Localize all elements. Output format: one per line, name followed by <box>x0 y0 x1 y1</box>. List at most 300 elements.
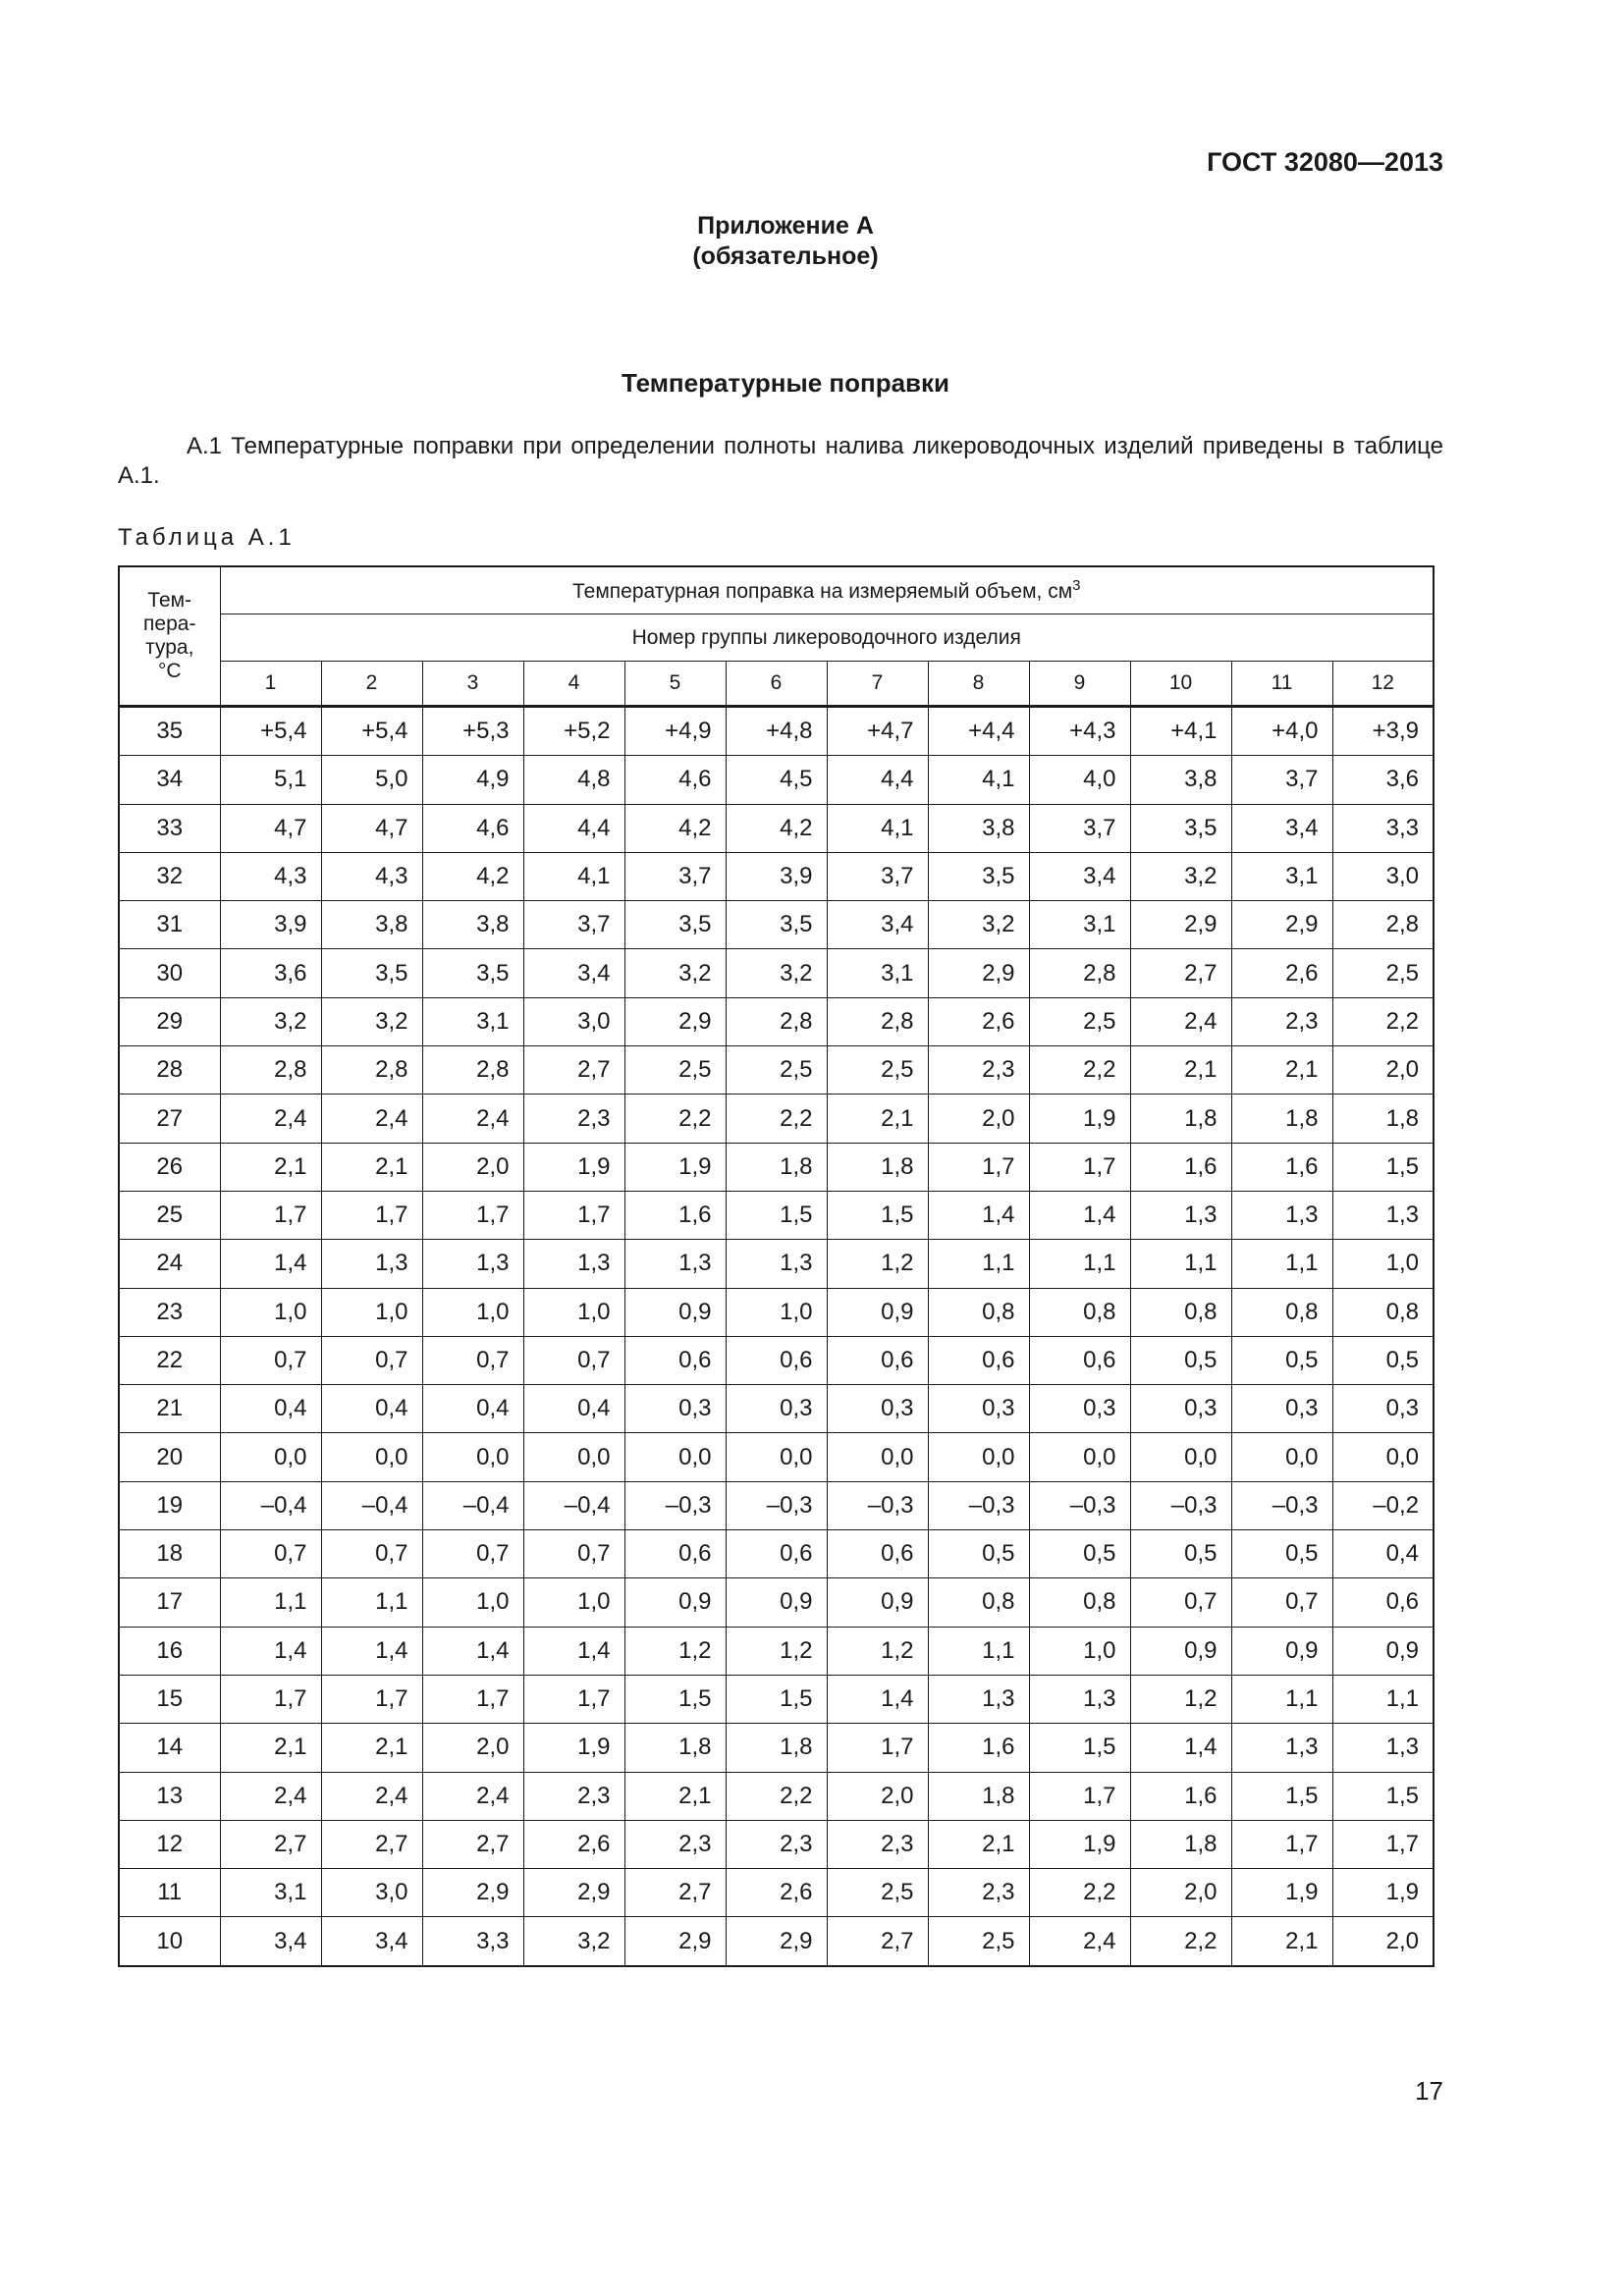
correction-value-cell: 1,3 <box>726 1240 827 1288</box>
correction-value-cell: 1,3 <box>928 1675 1029 1723</box>
correction-value-cell: 3,9 <box>726 852 827 900</box>
correction-value-cell: 2,8 <box>726 997 827 1045</box>
correction-value-cell: 1,7 <box>827 1724 928 1772</box>
correction-value-cell: 3,9 <box>220 901 321 949</box>
correction-value-cell: 2,5 <box>1029 997 1130 1045</box>
table-row <box>119 852 1434 900</box>
correction-value-cell: 2,6 <box>1231 949 1332 997</box>
correction-value-cell: 1,4 <box>220 1240 321 1288</box>
temperature-cell: 35 <box>119 707 220 756</box>
correction-value-cell: 2,4 <box>321 1772 422 1820</box>
correction-value-cell: 3,7 <box>1231 756 1332 804</box>
correction-value-cell: 2,2 <box>1130 1917 1231 1966</box>
correction-value-cell: 2,6 <box>523 1820 624 1868</box>
correction-value-cell: 1,1 <box>1231 1675 1332 1723</box>
temperature-cell: 17 <box>119 1578 220 1627</box>
correction-value-cell: 2,0 <box>1332 1917 1434 1966</box>
correction-value-cell: 3,2 <box>726 949 827 997</box>
correction-value-cell: –0,3 <box>827 1481 928 1529</box>
correction-value-cell: 0,8 <box>1029 1288 1130 1336</box>
correction-value-cell: 3,7 <box>827 852 928 900</box>
correction-value-cell: 2,4 <box>1029 1917 1130 1966</box>
table-row <box>119 1336 1434 1384</box>
correction-value-cell: 1,9 <box>1332 1869 1434 1917</box>
correction-value-cell: 0,9 <box>624 1578 726 1627</box>
correction-value-cell: 4,4 <box>827 756 928 804</box>
correction-value-cell: 1,1 <box>1231 1240 1332 1288</box>
correction-value-cell: 2,6 <box>928 997 1029 1045</box>
correction-value-cell: 2,9 <box>523 1869 624 1917</box>
correction-value-cell: 2,0 <box>1130 1869 1231 1917</box>
correction-value-cell: 1,1 <box>1130 1240 1231 1288</box>
correction-value-cell: 3,1 <box>1231 852 1332 900</box>
correction-value-cell: 1,4 <box>1029 1191 1130 1239</box>
correction-value-cell: 2,5 <box>827 1046 928 1095</box>
correction-value-cell: 3,2 <box>523 1917 624 1966</box>
correction-value-cell: 3,5 <box>624 901 726 949</box>
correction-value-cell: 4,3 <box>321 852 422 900</box>
table-row <box>119 901 1434 949</box>
correction-value-cell: 1,0 <box>523 1288 624 1336</box>
correction-value-cell: 1,3 <box>321 1240 422 1288</box>
page-number: 17 <box>1415 2076 1443 2106</box>
correction-value-cell: 1,4 <box>321 1627 422 1675</box>
correction-value-cell: 2,1 <box>1130 1046 1231 1095</box>
correction-value-cell: 2,2 <box>726 1772 827 1820</box>
correction-value-cell: 1,9 <box>1029 1095 1130 1143</box>
correction-value-cell: 0,3 <box>1231 1385 1332 1433</box>
correction-value-cell: 0,7 <box>523 1336 624 1384</box>
temperature-cell: 18 <box>119 1530 220 1578</box>
correction-value-cell: 1,2 <box>624 1627 726 1675</box>
correction-value-cell: 0,6 <box>624 1530 726 1578</box>
table-row <box>119 707 1434 756</box>
correction-value-cell: 3,0 <box>321 1869 422 1917</box>
correction-value-cell: 1,8 <box>1130 1095 1231 1143</box>
correction-value-cell: 3,1 <box>422 997 523 1045</box>
correction-value-cell: 1,7 <box>422 1675 523 1723</box>
correction-value-cell: 2,1 <box>827 1095 928 1143</box>
correction-value-cell: 1,3 <box>1029 1675 1130 1723</box>
correction-value-cell: 2,4 <box>422 1095 523 1143</box>
correction-value-cell: –0,3 <box>1130 1481 1231 1529</box>
table-row <box>119 1046 1434 1095</box>
correction-value-cell: –0,4 <box>422 1481 523 1529</box>
temperature-cell: 22 <box>119 1336 220 1384</box>
correction-value-cell: 4,2 <box>624 804 726 852</box>
correction-value-cell: 0,3 <box>726 1385 827 1433</box>
correction-value-cell: 2,0 <box>928 1095 1029 1143</box>
correction-value-cell: 0,5 <box>1130 1530 1231 1578</box>
correction-value-cell: 1,7 <box>1231 1820 1332 1868</box>
correction-value-cell: 1,3 <box>422 1240 523 1288</box>
correction-value-cell: 2,9 <box>624 997 726 1045</box>
correction-value-cell: 2,5 <box>1332 949 1434 997</box>
correction-value-cell: 2,1 <box>220 1143 321 1191</box>
correction-value-cell: 2,2 <box>1029 1869 1130 1917</box>
temperature-cell: 23 <box>119 1288 220 1336</box>
correction-value-cell: 2,2 <box>726 1095 827 1143</box>
temperature-cell: 26 <box>119 1143 220 1191</box>
table-row <box>119 1917 1434 1966</box>
correction-value-cell: –0,3 <box>1231 1481 1332 1529</box>
correction-value-cell: 0,7 <box>422 1530 523 1578</box>
correction-value-cell: 3,2 <box>321 997 422 1045</box>
correction-value-cell: 2,3 <box>523 1095 624 1143</box>
correction-value-cell: 1,5 <box>624 1675 726 1723</box>
group-number-cell: 12 <box>1332 662 1434 707</box>
correction-value-cell: 4,4 <box>523 804 624 852</box>
correction-value-cell: 1,7 <box>523 1191 624 1239</box>
correction-header-text: Температурная поправка на измеряемый объем, см <box>572 580 1073 603</box>
appendix-title: Приложение А <box>697 212 874 240</box>
correction-value-cell: 1,4 <box>523 1627 624 1675</box>
table-row <box>119 1675 1434 1723</box>
correction-value-cell: +4,9 <box>624 707 726 756</box>
table-row <box>119 1191 1434 1239</box>
correction-value-cell: 1,5 <box>1332 1772 1434 1820</box>
correction-value-cell: 3,2 <box>1130 852 1231 900</box>
correction-value-cell: 1,4 <box>220 1627 321 1675</box>
correction-value-cell: 4,5 <box>726 756 827 804</box>
correction-value-cell: –0,3 <box>1029 1481 1130 1529</box>
temperature-cell: 34 <box>119 756 220 804</box>
table-row <box>119 1578 1434 1627</box>
temperature-cell: 29 <box>119 997 220 1045</box>
correction-value-cell: 4,7 <box>220 804 321 852</box>
correction-value-cell: 2,4 <box>1130 997 1231 1045</box>
table-row <box>119 756 1434 804</box>
correction-value-cell: 2,1 <box>928 1820 1029 1868</box>
correction-value-cell: 4,1 <box>523 852 624 900</box>
correction-value-cell: 3,5 <box>726 901 827 949</box>
correction-value-cell: 0,3 <box>827 1385 928 1433</box>
correction-value-cell: 5,0 <box>321 756 422 804</box>
correction-value-cell: 3,8 <box>1130 756 1231 804</box>
correction-value-cell: 2,3 <box>1231 997 1332 1045</box>
correction-value-cell: 1,9 <box>1231 1869 1332 1917</box>
correction-value-cell: 0,6 <box>827 1336 928 1384</box>
correction-value-cell: 0,6 <box>827 1530 928 1578</box>
correction-value-cell: 1,9 <box>523 1143 624 1191</box>
group-number-cell: 1 <box>220 662 321 707</box>
correction-value-cell: 1,6 <box>624 1191 726 1239</box>
correction-value-cell: 0,7 <box>321 1336 422 1384</box>
correction-value-cell: 1,7 <box>220 1191 321 1239</box>
correction-value-cell: 2,1 <box>1231 1046 1332 1095</box>
correction-value-cell: 0,5 <box>1231 1530 1332 1578</box>
correction-value-cell: 1,7 <box>1332 1820 1434 1868</box>
correction-value-cell: 0,9 <box>624 1288 726 1336</box>
table-row <box>119 1772 1434 1820</box>
group-number-cell: 6 <box>726 662 827 707</box>
group-number-cell: 10 <box>1130 662 1231 707</box>
document-code: ГОСТ 32080—2013 <box>1207 147 1443 177</box>
correction-value-cell: 2,6 <box>726 1869 827 1917</box>
group-numbers-row <box>119 662 1434 707</box>
temperature-cell: 14 <box>119 1724 220 1772</box>
correction-value-cell: 0,3 <box>1130 1385 1231 1433</box>
correction-value-cell: 0,0 <box>422 1433 523 1481</box>
correction-value-cell: 2,0 <box>1332 1046 1434 1095</box>
group-number-cell: 3 <box>422 662 523 707</box>
correction-value-cell: 0,6 <box>928 1336 1029 1384</box>
correction-value-cell: 0,8 <box>928 1578 1029 1627</box>
correction-value-cell: 0,0 <box>220 1433 321 1481</box>
correction-value-cell: 4,7 <box>321 804 422 852</box>
correction-value-cell: 0,9 <box>827 1578 928 1627</box>
temperature-cell: 21 <box>119 1385 220 1433</box>
correction-value-cell: 1,7 <box>220 1675 321 1723</box>
correction-value-cell: +5,3 <box>422 707 523 756</box>
correction-value-cell: 4,2 <box>422 852 523 900</box>
correction-value-cell: 2,7 <box>422 1820 523 1868</box>
group-number-cell: 8 <box>928 662 1029 707</box>
group-number-cell: 11 <box>1231 662 1332 707</box>
correction-value-cell: 1,0 <box>726 1288 827 1336</box>
correction-value-cell: 0,5 <box>1332 1336 1434 1384</box>
correction-value-cell: 2,7 <box>321 1820 422 1868</box>
correction-value-cell: 2,1 <box>220 1724 321 1772</box>
correction-value-cell: 3,3 <box>422 1917 523 1966</box>
correction-value-cell: 0,9 <box>827 1288 928 1336</box>
appendix-status: (обязательное) <box>692 242 879 270</box>
table-caption: Таблица А.1 <box>118 524 296 551</box>
temperature-cell: 25 <box>119 1191 220 1239</box>
correction-value-cell: 4,0 <box>1029 756 1130 804</box>
correction-value-cell: 1,0 <box>1332 1240 1434 1288</box>
group-header: Номер группы ликероводочного изделия <box>220 614 1434 662</box>
temperature-cell: 13 <box>119 1772 220 1820</box>
temperature-cell: 20 <box>119 1433 220 1481</box>
table-row <box>119 1869 1434 1917</box>
correction-value-cell: +4,8 <box>726 707 827 756</box>
correction-value-cell: 0,5 <box>928 1530 1029 1578</box>
temperature-cell: 30 <box>119 949 220 997</box>
correction-value-cell: 1,3 <box>1332 1724 1434 1772</box>
correction-value-cell: 2,9 <box>928 949 1029 997</box>
correction-value-cell: 2,5 <box>726 1046 827 1095</box>
correction-value-cell: 1,8 <box>726 1143 827 1191</box>
temperature-cell: 10 <box>119 1917 220 1966</box>
correction-value-cell: 2,7 <box>1130 949 1231 997</box>
correction-value-cell: +5,2 <box>523 707 624 756</box>
correction-value-cell: 4,6 <box>624 756 726 804</box>
correction-value-cell: 3,5 <box>321 949 422 997</box>
correction-value-cell: 1,3 <box>1231 1191 1332 1239</box>
correction-value-cell: 3,8 <box>928 804 1029 852</box>
correction-value-cell: 0,0 <box>827 1433 928 1481</box>
intro-paragraph: А.1 Температурные поправки при определении полноты налива ликероводочных изделий приведены в таблице А.1. <box>118 433 1443 489</box>
table-row <box>119 1627 1434 1675</box>
correction-value-cell: 2,9 <box>1231 901 1332 949</box>
correction-value-cell: 1,7 <box>928 1143 1029 1191</box>
correction-value-cell: 3,1 <box>1029 901 1130 949</box>
correction-value-cell: 3,2 <box>928 901 1029 949</box>
correction-value-cell: 2,4 <box>220 1772 321 1820</box>
correction-value-cell: –0,3 <box>928 1481 1029 1529</box>
correction-value-cell: 3,5 <box>928 852 1029 900</box>
correction-value-cell: 2,8 <box>827 997 928 1045</box>
correction-value-cell: 0,6 <box>726 1530 827 1578</box>
correction-value-cell: 1,5 <box>1332 1143 1434 1191</box>
temp-header-line: Тем- <box>147 589 192 612</box>
correction-value-cell: 1,9 <box>1029 1820 1130 1868</box>
correction-value-cell: 2,8 <box>1029 949 1130 997</box>
correction-value-cell: 1,3 <box>523 1240 624 1288</box>
correction-value-cell: 0,7 <box>523 1530 624 1578</box>
unit-superscript: 3 <box>1072 577 1081 594</box>
correction-value-cell: 1,0 <box>321 1288 422 1336</box>
correction-value-cell: 0,7 <box>1231 1578 1332 1627</box>
temp-header-line: пера- <box>143 613 196 635</box>
correction-value-cell: 1,7 <box>321 1191 422 1239</box>
temp-header-line: °С <box>157 660 182 682</box>
correction-value-cell: 1,8 <box>827 1143 928 1191</box>
correction-value-cell: 1,0 <box>523 1578 624 1627</box>
correction-value-cell: 2,4 <box>422 1772 523 1820</box>
correction-value-cell: 1,0 <box>1029 1627 1130 1675</box>
correction-value-cell: 2,9 <box>422 1869 523 1917</box>
correction-value-cell: 0,3 <box>1332 1385 1434 1433</box>
correction-value-cell: 4,1 <box>928 756 1029 804</box>
correction-value-cell: 3,7 <box>523 901 624 949</box>
correction-value-cell: 0,0 <box>321 1433 422 1481</box>
table-row <box>119 804 1434 852</box>
correction-value-cell: 3,0 <box>523 997 624 1045</box>
correction-value-cell: +4,0 <box>1231 707 1332 756</box>
correction-value-cell: 0,5 <box>1231 1336 1332 1384</box>
temp-header-line: тура, <box>145 636 194 659</box>
correction-value-cell: 2,8 <box>321 1046 422 1095</box>
table-row <box>119 1530 1434 1578</box>
correction-value-cell: 0,8 <box>1231 1288 1332 1336</box>
correction-value-cell: 2,7 <box>220 1820 321 1868</box>
correction-value-cell: +4,4 <box>928 707 1029 756</box>
correction-value-cell: 1,1 <box>220 1578 321 1627</box>
correction-value-cell: –0,4 <box>220 1481 321 1529</box>
correction-value-cell: 1,8 <box>928 1772 1029 1820</box>
correction-value-cell: 3,2 <box>220 997 321 1045</box>
correction-value-cell: 0,6 <box>1332 1578 1434 1627</box>
correction-value-cell: 2,7 <box>523 1046 624 1095</box>
correction-value-cell: 1,5 <box>726 1191 827 1239</box>
correction-value-cell: 1,5 <box>1231 1772 1332 1820</box>
correction-value-cell: 2,4 <box>220 1095 321 1143</box>
table-row <box>119 1481 1434 1529</box>
correction-value-cell: 3,1 <box>827 949 928 997</box>
correction-value-cell: 1,1 <box>1332 1675 1434 1723</box>
correction-value-cell: 3,2 <box>624 949 726 997</box>
correction-value-cell: 1,7 <box>523 1675 624 1723</box>
correction-value-cell: 1,8 <box>726 1724 827 1772</box>
correction-value-cell: 3,6 <box>1332 756 1434 804</box>
correction-value-cell: 1,9 <box>523 1724 624 1772</box>
correction-value-cell: 0,7 <box>321 1530 422 1578</box>
correction-value-cell: 0,3 <box>1029 1385 1130 1433</box>
table-row <box>119 1385 1434 1433</box>
temperature-cell: 27 <box>119 1095 220 1143</box>
group-number-cell: 7 <box>827 662 928 707</box>
correction-value-cell: 3,5 <box>422 949 523 997</box>
correction-value-cell: 2,8 <box>1332 901 1434 949</box>
correction-value-cell: 0,5 <box>1029 1530 1130 1578</box>
correction-value-cell: 3,4 <box>220 1917 321 1966</box>
correction-value-cell: 2,1 <box>321 1143 422 1191</box>
correction-value-cell: 2,3 <box>523 1772 624 1820</box>
correction-value-cell: 0,8 <box>928 1288 1029 1336</box>
correction-value-cell: 5,1 <box>220 756 321 804</box>
correction-value-cell: 0,7 <box>220 1336 321 1384</box>
correction-value-cell: 4,8 <box>523 756 624 804</box>
correction-value-cell: 0,9 <box>1130 1627 1231 1675</box>
correction-value-cell: 2,7 <box>827 1917 928 1966</box>
temperature-cell: 28 <box>119 1046 220 1095</box>
correction-value-cell: –0,3 <box>726 1481 827 1529</box>
correction-value-cell: 2,8 <box>220 1046 321 1095</box>
temperature-cell: 33 <box>119 804 220 852</box>
correction-value-cell: 3,4 <box>1029 852 1130 900</box>
correction-value-cell: 3,8 <box>422 901 523 949</box>
correction-value-cell: 2,4 <box>321 1095 422 1143</box>
table-row <box>119 1288 1434 1336</box>
correction-value-cell: 2,9 <box>726 1917 827 1966</box>
correction-value-cell: 1,6 <box>1231 1143 1332 1191</box>
correction-value-cell: 1,1 <box>1029 1240 1130 1288</box>
correction-value-cell: 2,8 <box>422 1046 523 1095</box>
table-row <box>119 1240 1434 1288</box>
temperature-cell: 11 <box>119 1869 220 1917</box>
correction-value-cell: 0,4 <box>1332 1530 1434 1578</box>
correction-value-cell: 2,5 <box>928 1917 1029 1966</box>
correction-value-cell: 3,4 <box>321 1917 422 1966</box>
temperature-header <box>119 566 220 707</box>
table-row <box>119 1724 1434 1772</box>
temperature-cell: 19 <box>119 1481 220 1529</box>
correction-value-cell: 1,0 <box>422 1578 523 1627</box>
correction-value-cell: 1,3 <box>1231 1724 1332 1772</box>
correction-value-cell: 1,4 <box>1130 1724 1231 1772</box>
group-number-cell: 4 <box>523 662 624 707</box>
correction-value-cell: 2,7 <box>624 1869 726 1917</box>
correction-value-cell: 1,2 <box>827 1627 928 1675</box>
correction-value-cell: 2,9 <box>624 1917 726 1966</box>
correction-value-cell: 1,4 <box>827 1675 928 1723</box>
correction-value-cell: 0,8 <box>1029 1578 1130 1627</box>
correction-value-cell: +4,7 <box>827 707 928 756</box>
group-number-cell: 5 <box>624 662 726 707</box>
correction-value-cell: 2,5 <box>827 1869 928 1917</box>
table-row <box>119 1820 1434 1868</box>
correction-value-cell: 3,4 <box>1231 804 1332 852</box>
correction-value-cell: 1,7 <box>1029 1143 1130 1191</box>
correction-value-cell: 0,4 <box>422 1385 523 1433</box>
table-row <box>119 997 1434 1045</box>
correction-value-cell: 1,7 <box>422 1191 523 1239</box>
correction-value-cell: 1,4 <box>928 1191 1029 1239</box>
correction-value-cell: 0,9 <box>726 1578 827 1627</box>
correction-value-cell: 1,3 <box>1130 1191 1231 1239</box>
correction-value-cell: 0,0 <box>726 1433 827 1481</box>
table-row <box>119 949 1434 997</box>
correction-value-cell: 1,4 <box>422 1627 523 1675</box>
correction-value-cell: 2,1 <box>321 1724 422 1772</box>
correction-value-cell: 1,2 <box>1130 1675 1231 1723</box>
correction-value-cell: 1,8 <box>1231 1095 1332 1143</box>
correction-value-cell: 1,6 <box>928 1724 1029 1772</box>
table-row <box>119 1433 1434 1481</box>
correction-value-cell: 0,0 <box>624 1433 726 1481</box>
